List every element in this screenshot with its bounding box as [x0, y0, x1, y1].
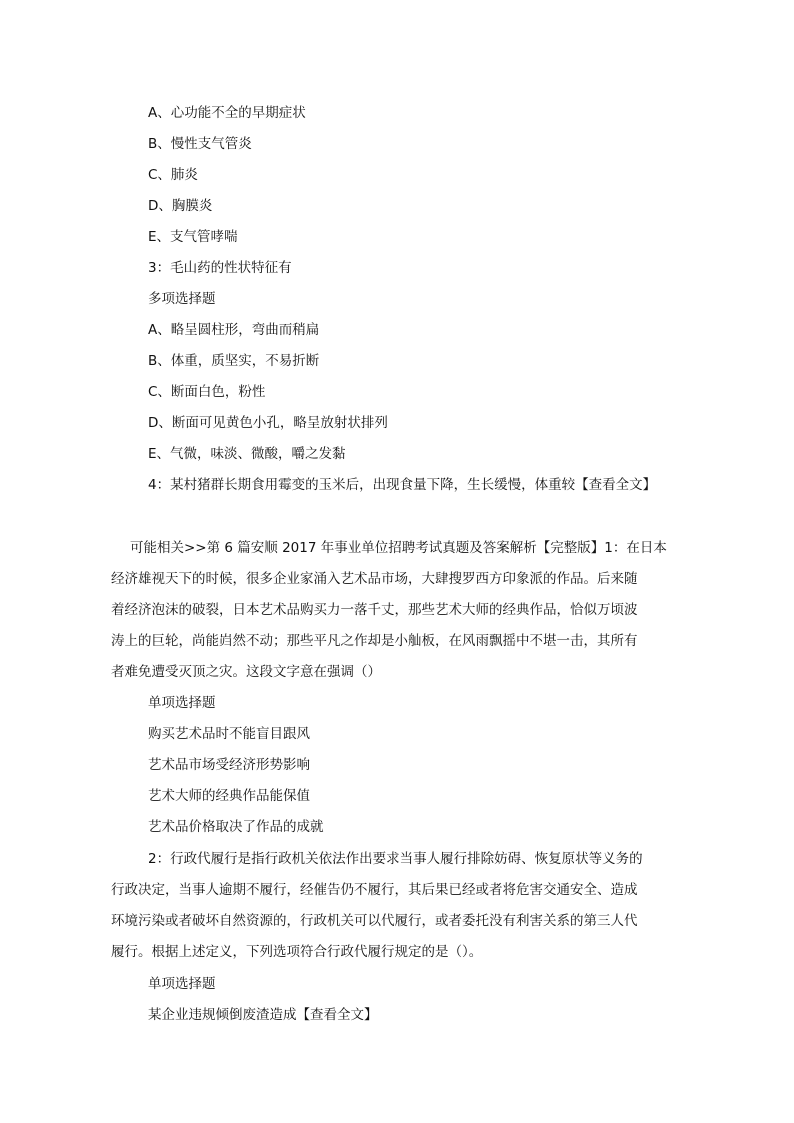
related-line: 经济雄视天下的时候，很多企业家涌入艺术品市场，大肆搜罗西方印象派的作品。后来随: [111, 571, 638, 587]
option-b: B、慢性支气管炎: [148, 136, 252, 152]
related-line: 者难免遭受灭顶之灾。这段文字意在强调（）: [111, 664, 381, 680]
question-3-type: 多项选择题: [148, 291, 216, 307]
option-b: B、体重，质坚实，不易折断: [148, 353, 320, 369]
question-type: 单项选择题: [148, 976, 216, 992]
option: 艺术品价格取决了作品的成就: [148, 819, 324, 835]
related-line: 可能相关>>第 6 篇安顺 2017 年事业单位招聘考试真题及答案解析【完整版】1：在日本: [130, 540, 667, 556]
option: 艺术大师的经典作品能保值: [148, 788, 310, 804]
option: [148, 1006, 378, 1024]
option-d: D、胸膜炎: [148, 198, 213, 214]
option: 购买艺术品时不能盲目跟风: [148, 726, 310, 742]
option-a: A、略呈圆柱形，弯曲而稍扁: [148, 322, 320, 338]
question-2-line: 行政决定，当事人逾期不履行，经催告仍不履行，其后果已经或者将危害交通安全、造成: [111, 882, 638, 898]
option-text: 某企业违规倾倒废渣造成: [148, 1007, 297, 1023]
view-full-link[interactable]: 【查看全文】: [575, 477, 657, 493]
question-4-text: 4：某村猪群长期食用霉变的玉米后，出现食量下降，生长缓慢，体重较: [148, 477, 576, 493]
option-d: D、断面可见黄色小孔，略呈放射状排列: [148, 415, 388, 431]
option-e: E、气微，味淡、微酸，嚼之发黏: [148, 446, 346, 462]
related-line: 涛上的巨轮，尚能岿然不动；那些平凡之作却是小舢板，在风雨飘摇中不堪一击，其所有: [111, 633, 638, 649]
option-c: C、断面白色，粉性: [148, 384, 266, 400]
option-c: C、肺炎: [148, 167, 198, 183]
question-2-line: 2：行政代履行是指行政机关依法作出要求当事人履行排除妨碍、恢复原状等义务的: [148, 851, 643, 867]
option: 艺术品市场受经济形势影响: [148, 757, 310, 773]
related-line: 着经济泡沫的破裂，日本艺术品购买力一落千丈，那些艺术大师的经典作品，恰似万顷波: [111, 602, 638, 618]
question-2-line: 环境污染或者破坏自然资源的，行政机关可以代履行，或者委托没有利害关系的第三人代: [111, 913, 638, 929]
view-full-link[interactable]: 【查看全文】: [296, 1007, 378, 1023]
option-e: E、支气管哮喘: [148, 229, 238, 245]
option-a: A、心功能不全的早期症状: [148, 105, 306, 121]
question-type: 单项选择题: [148, 695, 216, 711]
question-2-line: 履行。根据上述定义，下列选项符合行政代履行规定的是（）。: [111, 944, 483, 960]
question-4: [148, 476, 656, 494]
question-3-title: 3：毛山药的性状特征有: [148, 260, 292, 276]
